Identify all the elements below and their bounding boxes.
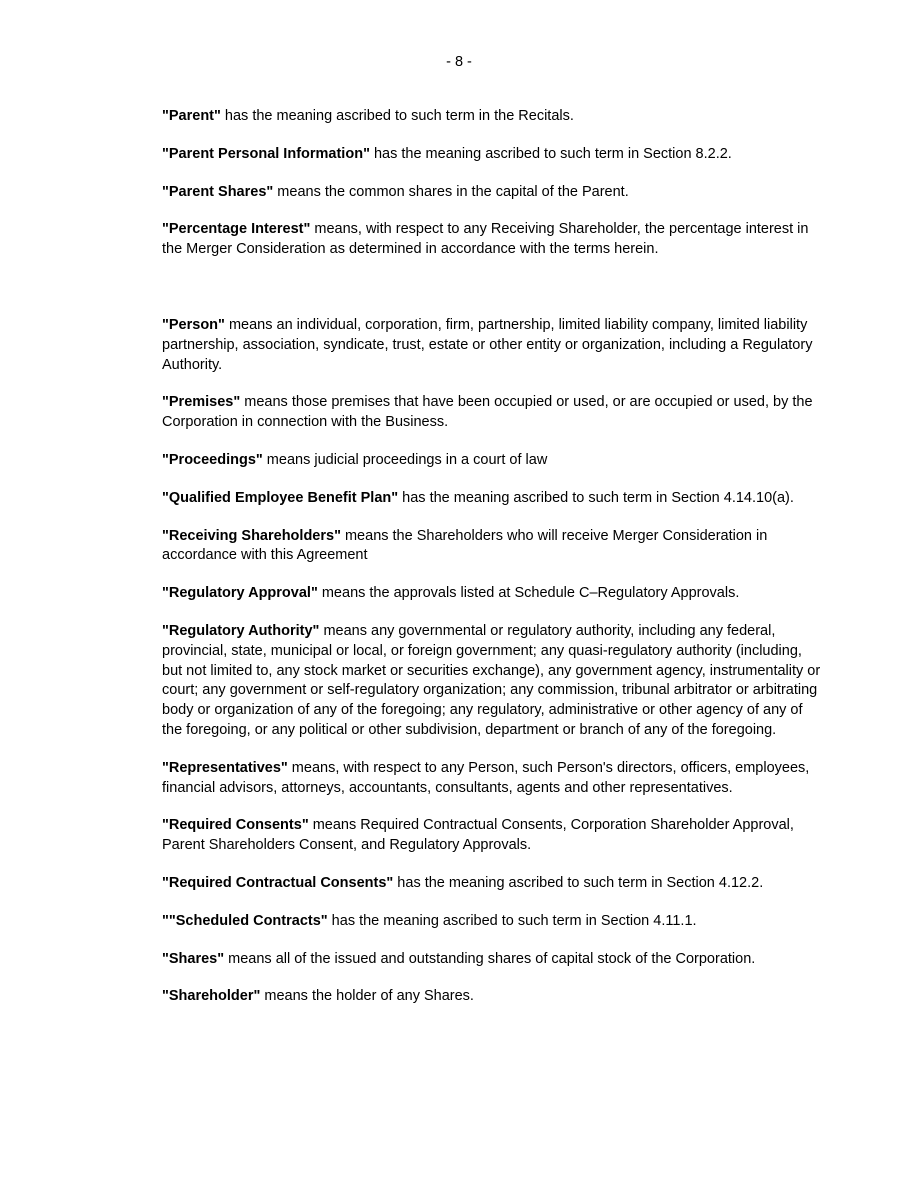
definition-text: has the meaning ascribed to such term in Section 8.2.2.	[369, 145, 732, 162]
definition-text: means the approvals listed at Schedule C–Regulatory Approvals.	[317, 585, 740, 602]
definition-text: means any governmental or regulatory authority, including any federal, provincial, state, municipal or local, or foreign government; any quasi-regulatory authority (including, but not limited to, any stock market or securities exchange), any government agency, instrumentality or court; any government or self-regulatory organization; any commission, tribunal arbitrator or arbitrating body or organization of any of the foregoing; any regulatory, administrative or other agency of any of the foregoing, or any political or other subdivision, department or branch of any of the foregoing.	[162, 622, 821, 738]
definition-text: means judicial proceedings in a court of law	[262, 451, 548, 468]
defined-term: "Proceedings"	[162, 451, 263, 468]
defined-term: "Parent Personal Information"	[162, 145, 370, 162]
defined-term: "Parent"	[162, 108, 221, 124]
definitions-list	[162, 107, 822, 1025]
defined-term: "Parent Shares"	[162, 183, 274, 200]
page-number: - 8 -	[446, 54, 472, 70]
defined-term: "Required Contractual Consents"	[162, 874, 394, 891]
defined-term: "Representatives"	[162, 759, 288, 776]
definition-text: means the holder of any Shares.	[260, 988, 474, 1005]
definition-text: means, with respect to any Receiving Shareholder, the percentage interest in the Merger Consideration as determined in accordance with the terms herein.	[162, 221, 809, 258]
definition-parent	[162, 107, 822, 127]
definition-person	[162, 316, 822, 375]
definition-text: means, with respect to any Person, such Person's directors, officers, employees, financial advisors, attorneys, accountants, consultants, agents and other representatives.	[162, 759, 810, 796]
definition-text: has the meaning ascribed to such term in Section 4.11.1.	[327, 912, 697, 929]
definition-parent-personal-information	[162, 145, 822, 165]
definition-text: means an individual, corporation, firm, partnership, limited liability company, limited liability partnership, association, syndicate, trust, estate or other entity or organization, including a Regulatory Authority.	[162, 316, 813, 373]
defined-term: "Person"	[162, 316, 225, 333]
defined-term: "Shareholder"	[162, 988, 261, 1005]
definition-shares	[162, 950, 822, 970]
defined-term: "Premises"	[162, 394, 241, 411]
definition-regulatory-authority	[162, 622, 822, 741]
definition-premises	[162, 393, 822, 433]
definition-parent-shares	[162, 183, 822, 203]
blank-space	[162, 278, 822, 316]
definition-proceedings	[162, 451, 822, 471]
defined-term: "Required Consents"	[162, 817, 309, 834]
definition-text: means Required Contractual Consents, Corporation Shareholder Approval, Parent Shareholders Consent, and Regulatory Approvals.	[162, 817, 794, 854]
definition-regulatory-approval	[162, 584, 822, 604]
definition-text: means those premises that have been occupied or used, or are occupied or used, by the Corporation in connection with the Business.	[162, 394, 813, 431]
defined-term: "Shares"	[162, 950, 225, 967]
definition-qualified-employee-benefit-plan	[162, 489, 822, 509]
definition-required-contractual-consents	[162, 874, 822, 894]
definition-text: means the common shares in the capital of the Parent.	[273, 183, 629, 200]
defined-term: "Qualified Employee Benefit Plan"	[162, 489, 399, 506]
definition-required-consents	[162, 816, 822, 856]
definition-representatives	[162, 759, 822, 799]
definition-receiving-shareholders	[162, 527, 822, 567]
defined-term: "Regulatory Approval"	[162, 585, 318, 602]
defined-term: ""Scheduled Contracts"	[162, 912, 328, 929]
definition-percentage-interest	[162, 220, 822, 260]
definition-text: means all of the issued and outstanding shares of capital stock of the Corporation.	[224, 950, 756, 967]
defined-term: "Regulatory Authority"	[162, 622, 320, 639]
defined-term: "Receiving Shareholders"	[162, 527, 341, 544]
definition-text: means the Shareholders who will receive Merger Consideration in accordance with this Agreement	[162, 527, 768, 564]
definition-text: has the meaning ascribed to such term in the Recitals.	[220, 108, 574, 124]
definition-text: has the meaning ascribed to such term in Section 4.14.10(a).	[398, 489, 794, 506]
definition-shareholder	[162, 987, 822, 1007]
definition-scheduled-contracts	[162, 912, 822, 932]
definition-text: has the meaning ascribed to such term in Section 4.12.2.	[393, 874, 764, 891]
defined-term: "Percentage Interest"	[162, 221, 311, 238]
